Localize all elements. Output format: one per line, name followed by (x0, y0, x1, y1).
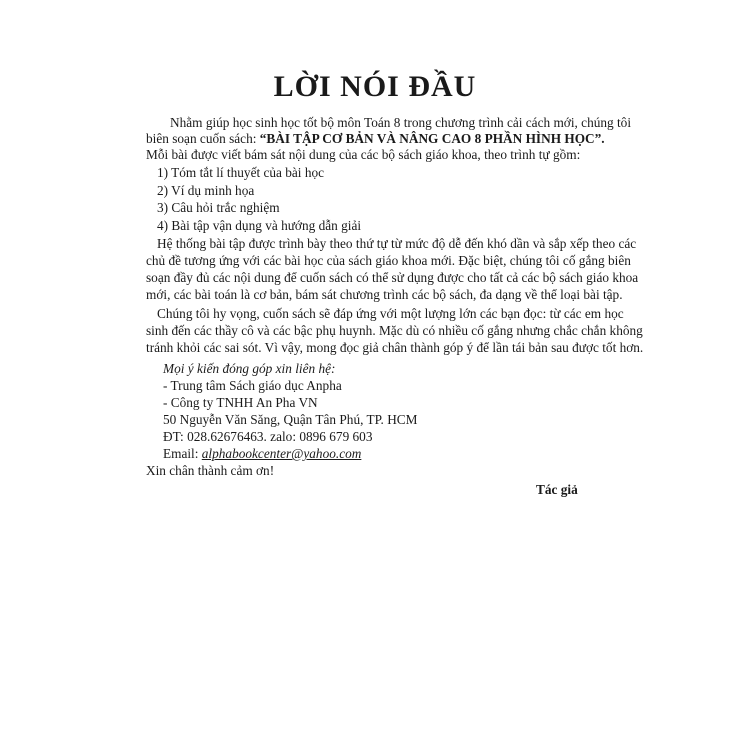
paragraph3-line-3: tránh khỏi các sai sót. Vì vậy, mong đọc giả chân thành góp ý để lần tái bản sau được tốt hơn. (146, 340, 644, 355)
paragraph2-line-2: chủ đề tương ứng với các bài học của sách giáo khoa mới. Đặc biệt, chúng tôi cố gắng biên (146, 253, 631, 268)
intro-line-1: Nhằm giúp học sinh học tốt bộ môn Toán 8 trong chương trình cải cách mới, chúng tôi (170, 115, 632, 130)
contact-org-1: - Trung tâm Sách giáo dục Anpha (163, 378, 342, 393)
thanks-text: Xin chân thành cảm ơn! (146, 463, 275, 478)
paragraph3-line-1: Chúng tôi hy vọng, cuốn sách sẽ đáp ứng với một lượng lớn các bạn đọc: từ các em học (157, 306, 624, 321)
section-item-3: 3) Câu hỏi trắc nghiệm (157, 200, 280, 215)
paragraph3-line-2: sinh đến các thầy cô và các bậc phụ huynh. Mặc dù có nhiều cố gắng nhưng chắc chắn không (146, 323, 643, 338)
contact-heading: Mọi ý kiến đóng góp xin liên hệ: (163, 361, 336, 376)
author-signature: Tác giả (536, 482, 578, 497)
intro-line-3: Mỗi bài được viết bám sát nội dung của các bộ sách giáo khoa, theo trình tự gồm: (146, 147, 581, 162)
contact-email-line (163, 446, 361, 462)
paragraph2-line-4: mới, các bài toán là cơ bản, bám sát chương trình các bộ sách, đa dạng về thể loại bài tập. (146, 287, 623, 302)
email-link[interactable]: alphabookcenter@yahoo.com (201, 446, 362, 461)
intro-line-2-prefix: biên soạn cuốn sách: (146, 131, 260, 146)
contact-address: 50 Nguyễn Văn Săng, Quận Tân Phú, TP. HCM (163, 412, 418, 427)
email-label: Email: (163, 446, 202, 461)
intro-line-2 (146, 131, 605, 147)
paragraph2-line-3: soạn đầy đủ các nội dung để cuốn sách có thể sử dụng được cho tất cả các bộ sách giáo khoa (146, 270, 639, 285)
section-item-2: 2) Ví dụ minh họa (157, 183, 255, 198)
section-item-4: 4) Bài tập vận dụng và hướng dẫn giải (157, 218, 362, 233)
contact-org-2: - Công ty TNHH An Pha VN (163, 395, 318, 410)
book-title: “BÀI TẬP CƠ BẢN VÀ NÂNG CAO 8 PHẦN HÌNH HỌC”. (259, 131, 605, 146)
page-title: LỜI NÓI ĐẦU (273, 70, 477, 103)
section-item-1: 1) Tóm tắt lí thuyết của bài học (157, 165, 325, 180)
contact-phone: ĐT: 028.62676463. zalo: 0896 679 603 (163, 429, 373, 444)
paragraph2-line-1: Hệ thống bài tập được trình bày theo thứ tự từ mức độ dễ đến khó dần và sắp xếp theo các (157, 236, 637, 251)
